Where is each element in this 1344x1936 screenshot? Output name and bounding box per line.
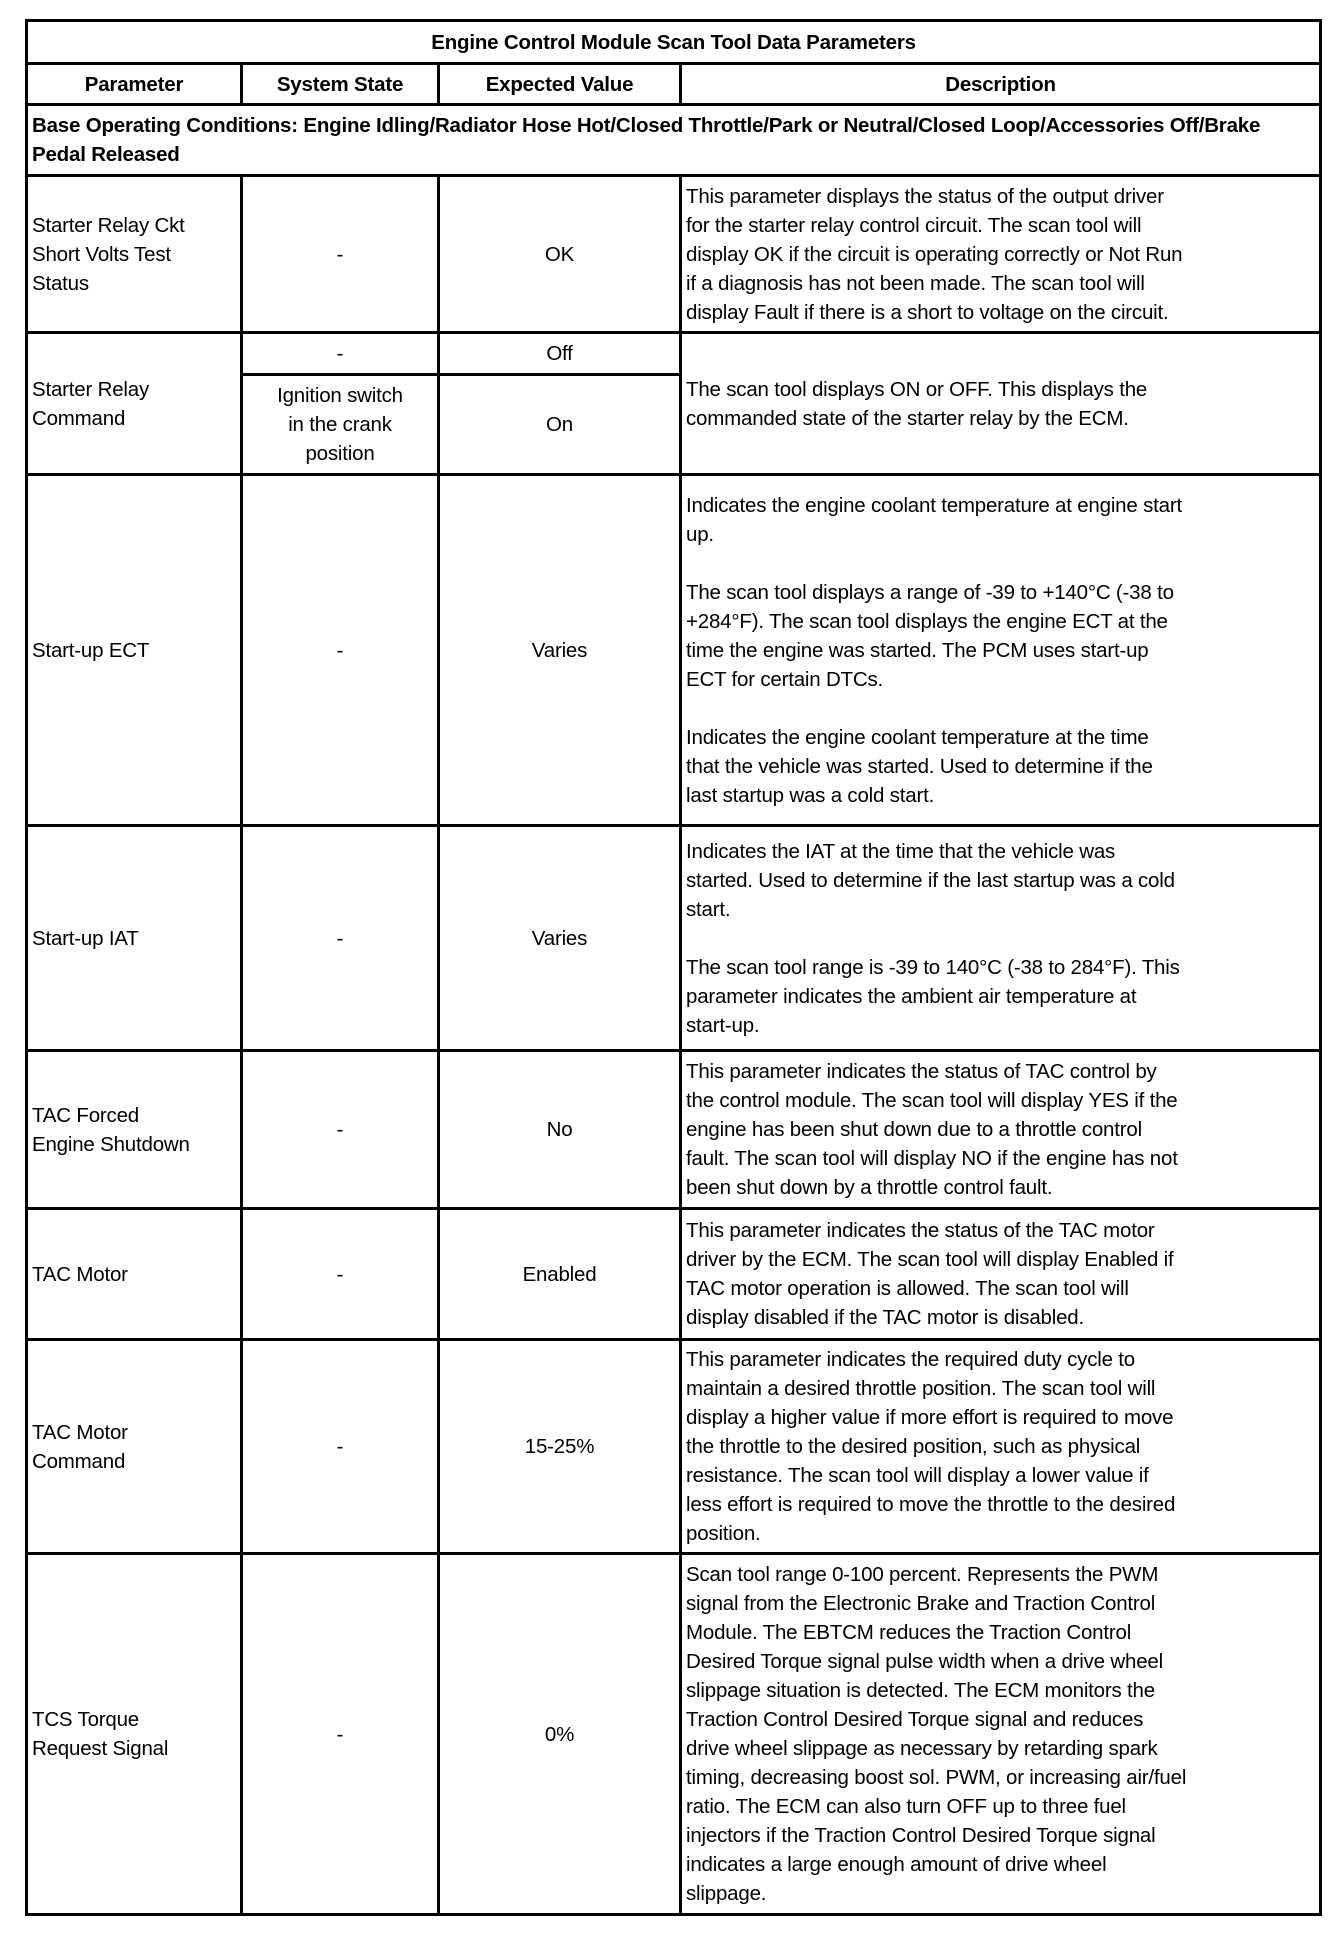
- parameter-cell: TAC Forced Engine Shutdown: [27, 1051, 242, 1209]
- parameter-cell: TCS Torque Request Signal: [27, 1554, 242, 1915]
- expected-value-cell: On: [439, 375, 681, 475]
- table-row: [27, 1051, 1321, 1209]
- expected-value-cell: Off: [439, 333, 681, 375]
- description-cell: Indicates the IAT at the time that the vehicle was started. Used to determine if the last startup was a cold start. The scan tool range is -39 to 140°C (-38 to 284°F). This parameter indicates the ambient air temperature at start-up.: [681, 826, 1321, 1051]
- table-row: [27, 475, 1321, 826]
- description-cell: The scan tool displays ON or OFF. This displays the commanded state of the starter relay by the ECM.: [681, 333, 1321, 475]
- description-cell: This parameter indicates the status of the TAC motor driver by the ECM. The scan tool will display Enabled if TAC motor operation is allowed. The scan tool will display disabled if the TAC motor is disabled.: [681, 1209, 1321, 1340]
- system-state-cell: -: [242, 333, 439, 375]
- table-row: [27, 333, 1321, 375]
- expected-value-cell: Enabled: [439, 1209, 681, 1340]
- scan-tool-data-table: [25, 19, 1322, 1916]
- description-cell: This parameter indicates the status of TAC control by the control module. The scan tool will display YES if the engine has been shut down due to a throttle control fault. The scan tool will display NO if the engine has not been shut down by a throttle control fault.: [681, 1051, 1321, 1209]
- description-cell: This parameter indicates the required duty cycle to maintain a desired throttle position. The scan tool will display a higher value if more effort is required to move the throttle to the desired position, such as physical resistance. The scan tool will display a lower value if less effort is required to move the throttle to the desired position.: [681, 1340, 1321, 1554]
- header-description: Description: [681, 64, 1321, 105]
- system-state-cell: -: [242, 1051, 439, 1209]
- expected-value-cell: 0%: [439, 1554, 681, 1915]
- parameter-cell: Start-up IAT: [27, 826, 242, 1051]
- expected-value-cell: Varies: [439, 826, 681, 1051]
- parameter-cell: TAC Motor: [27, 1209, 242, 1340]
- header-parameter: Parameter: [27, 64, 242, 105]
- header-expected-value: Expected Value: [439, 64, 681, 105]
- table-row: [27, 1209, 1321, 1340]
- expected-value-cell: No: [439, 1051, 681, 1209]
- header-system-state: System State: [242, 64, 439, 105]
- system-state-cell: -: [242, 1554, 439, 1915]
- system-state-cell: -: [242, 1340, 439, 1554]
- system-state-cell: Ignition switch in the crank position: [242, 375, 439, 475]
- expected-value-cell: Varies: [439, 475, 681, 826]
- parameter-cell: Start-up ECT: [27, 475, 242, 826]
- table-row: [27, 1554, 1321, 1915]
- base-operating-conditions: Base Operating Conditions: Engine Idling/Radiator Hose Hot/Closed Throttle/Park or Neutral/Closed Loop/Accessories Off/Brake Pedal Released: [27, 105, 1321, 176]
- expected-value-cell: 15-25%: [439, 1340, 681, 1554]
- system-state-cell: -: [242, 826, 439, 1051]
- table-row: [27, 176, 1321, 333]
- parameter-cell: Starter Relay Ckt Short Volts Test Status: [27, 176, 242, 333]
- description-cell: This parameter displays the status of the output driver for the starter relay control circuit. The scan tool will display OK if the circuit is operating correctly or Not Run if a diagnosis has not been made. The scan tool will display Fault if there is a short to voltage on the circuit.: [681, 176, 1321, 333]
- table-row: [27, 1340, 1321, 1554]
- parameter-cell: Starter Relay Command: [27, 333, 242, 475]
- description-cell: Indicates the engine coolant temperature at engine start up. The scan tool displays a range of -39 to +140°C (-38 to +284°F). The scan tool displays the engine ECT at the time the engine was started. The PCM uses start-up ECT for certain DTCs. Indicates the engine coolant temperature at the time that the vehicle was started. Used to determine if the last startup was a cold start.: [681, 475, 1321, 826]
- expected-value-cell: OK: [439, 176, 681, 333]
- description-cell: Scan tool range 0-100 percent. Represents the PWM signal from the Electronic Brake and Traction Control Module. The EBTCM reduces the Traction Control Desired Torque signal pulse width when a drive wheel slippage situation is detected. The ECM monitors the Traction Control Desired Torque signal and reduces drive wheel slippage as necessary by retarding spark timing, decreasing boost sol. PWM, or increasing air/fuel ratio. The ECM can also turn OFF up to three fuel injectors if the Traction Control Desired Torque signal indicates a large enough amount of drive wheel slippage.: [681, 1554, 1321, 1915]
- system-state-cell: -: [242, 475, 439, 826]
- system-state-cell: -: [242, 1209, 439, 1340]
- parameter-cell: TAC Motor Command: [27, 1340, 242, 1554]
- table-title: Engine Control Module Scan Tool Data Parameters: [27, 21, 1321, 64]
- table-row: [27, 826, 1321, 1051]
- system-state-cell: -: [242, 176, 439, 333]
